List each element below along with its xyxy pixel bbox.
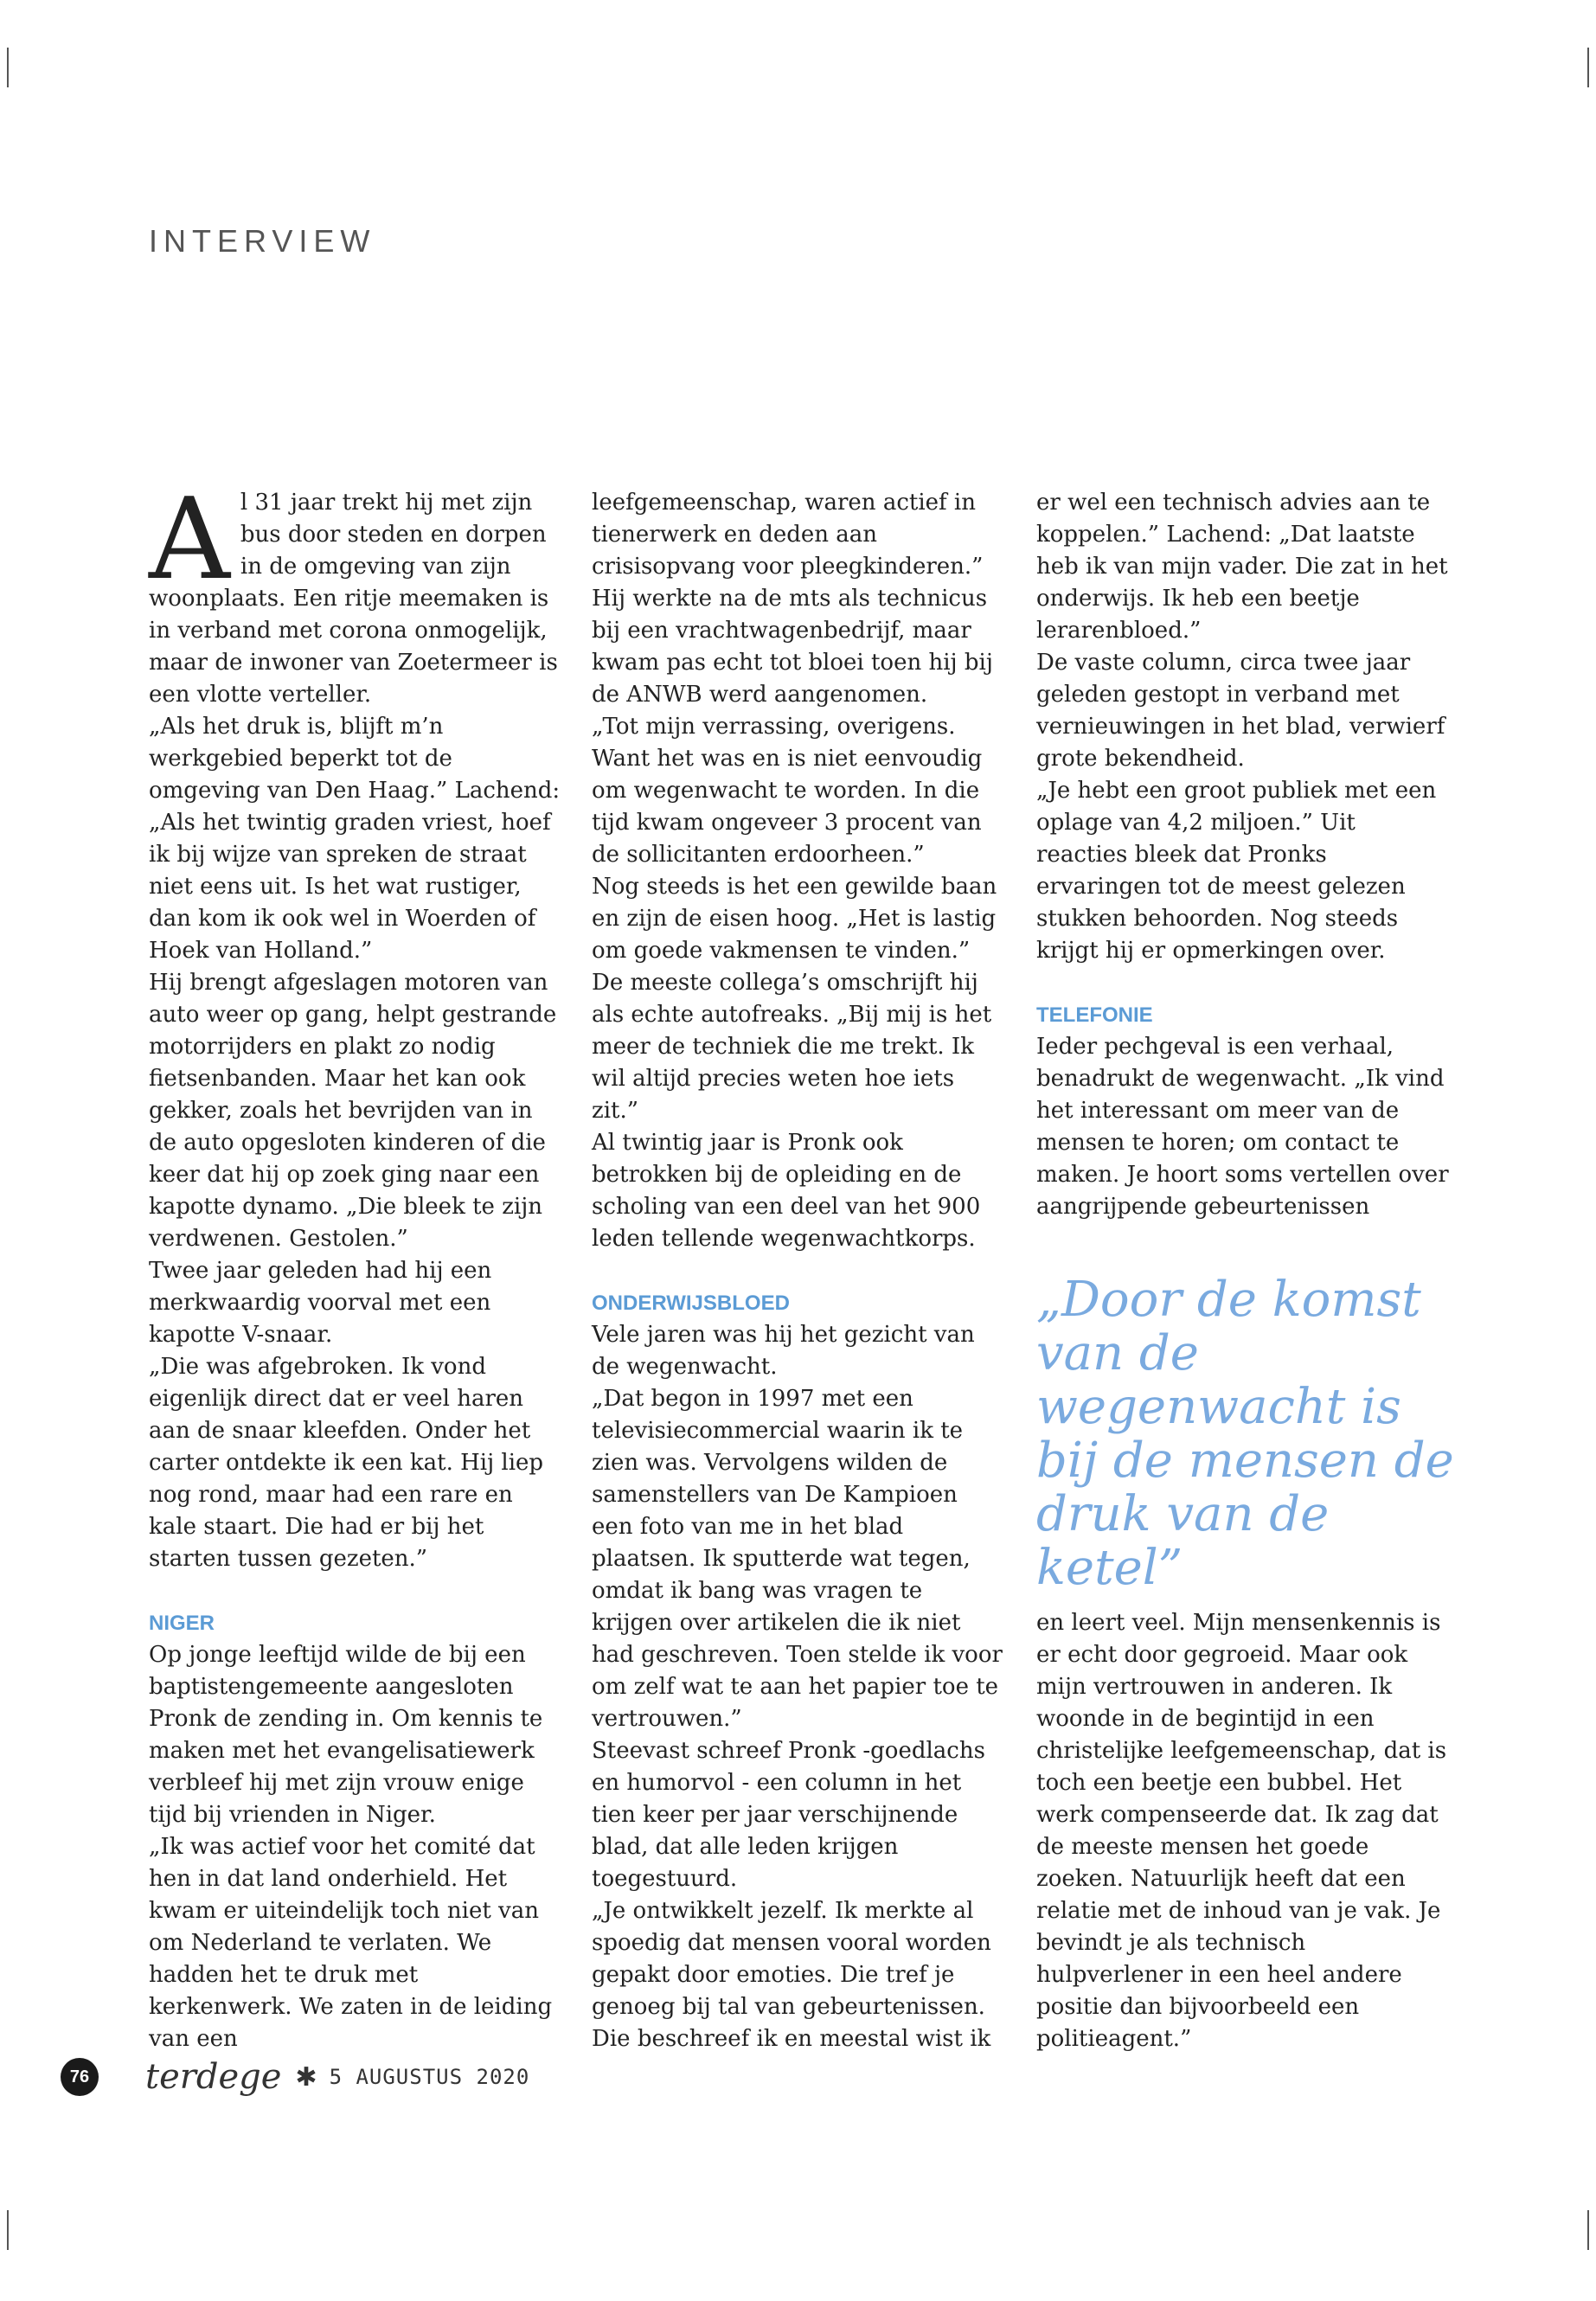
paragraph: Twee jaar geleden had hij een merkwaardig voorval met een kapotte V-snaar.: [149, 1258, 492, 1348]
magazine-logo: terdege: [145, 2057, 282, 2097]
subheading-onderwijsbloed: ONDERWIJSBLOED: [592, 1292, 790, 1315]
paragraph: leefgemeenschap, waren actief in tienerwerk en deden aan crisisopvang voor pleegkinderen.”: [592, 490, 984, 580]
paragraph: Al twintig jaar is Pronk ook betrokken bij de opleiding en de scholing van een deel van het 900 leden tellende wegenwachtkorps.: [592, 1130, 981, 1252]
asterisk-icon: ✱: [295, 2061, 317, 2093]
paragraph: „Je hebt een groot publiek met een oplage van 4,2 miljoen.” Uit reacties bleek dat Pronks ervaringen tot de meest gelezen stukken behoorden. Nog steeds krijgt hij er opmerkingen over.: [1036, 778, 1437, 964]
crop-mark-bottom-right: [1587, 2210, 1589, 2250]
paragraph: „Ik was actief voor het comité dat hen in dat land onderhield. Het kwam er uiteindelijk toch niet van om Nederland te verlaten. We hadden het te druk met kerkenwerk. We zaten in de leiding van een: [149, 1834, 553, 2052]
paragraph: „Dat begon in 1997 met een televisiecommercial waarin ik te zien was. Vervolgens wilden de samenstellers van De Kampioen een foto van me in het blad plaatsen. Ik sputterde wat tegen, omdat ik bang was vragen te krijgen over artikelen die ik niet had geschreven. Toen stelde ik voor om zelf wat te aan het papier toe te vertrouwen.”: [592, 1386, 1003, 1732]
paragraph: Steevast schreef Pronk -goedlachs en humorvol - een column in het tien keer per jaar verschijnende blad, dat alle leden krijgen toegestuurd.: [592, 1738, 985, 1892]
paragraph: Al 31 jaar trekt hij met zijn bus door steden en dorpen in de omgeving van zijn woonplaats. Een ritje meemaken is in verband met corona onmogelijk, maar de inwoner van Zoetermeer is een vlotte verteller.: [149, 473, 558, 708]
paragraph: Nog steeds is het een gewilde baan en zijn de eisen hoog. „Het is lastig om goede vakmensen te vinden.” De meeste collega’s omschrijft hij als echte autofreaks. „Bij mij is het meer de techniek die me trekt. Ik wil altijd precies weten hoe iets zit.”: [592, 874, 997, 1124]
paragraph: „Je ontwikkelt jezelf. Ik merkte al spoedig dat mensen vooral worden gepakt door emoties. Die tref je genoeg bij tal van gebeurtenissen. Die beschreef ik en meestal wist ik: [592, 1898, 991, 2052]
article-column-3-continued: [1036, 1607, 1450, 2055]
crop-mark-top-left: [7, 48, 9, 87]
page-footer: [61, 2057, 529, 2097]
paragraph: Ieder pechgeval is een verhaal, benadrukt de wegenwacht. „Ik vind het interessant om meer van de mensen te horen; om contact te maken. Je hoort soms vertellen over aangrijpende gebeurtenissen: [1036, 1034, 1449, 1220]
subheading-niger: NIGER: [149, 1612, 215, 1635]
pull-quote: „Door de komst van de wegenwacht is bij de mensen de druk van de ketel”: [1036, 1272, 1454, 1596]
paragraph: er wel een technisch advies aan te koppelen.” Lachend: „Dat laatste heb ik van mijn vader. Die zat in het onderwijs. Ik heb een beetje lerarenbloed.”: [1036, 490, 1448, 644]
paragraph: Vele jaren was hij het gezicht van de wegenwacht.: [592, 1322, 975, 1380]
paragraph: De vaste column, circa twee jaar geleden gestopt in verband met vernieuwingen in het blad, verwierf grote bekendheid.: [1036, 650, 1445, 772]
article-column-2: [592, 487, 1005, 2055]
paragraph: Op jonge leeftijd wilde de bij een baptistengemeente aangesloten Pronk de zending in. Om kennis te maken met het evangelisatiewerk verbleef hij met zijn vrouw enige tijd bij vrienden in Niger.: [149, 1642, 543, 1828]
subheading-telefonie: TELEFONIE: [1036, 1003, 1153, 1027]
crop-mark-bottom-left: [7, 2210, 9, 2250]
paragraph: Hij brengt afgeslagen motoren van auto weer op gang, helpt gestrande motorrijders en plakt zo nodig fietsenbanden. Maar het kan ook gekker, zoals het bevrijden van in de auto opgesloten kinderen of die keer dat hij op zoek ging naar een kapotte dynamo. „Die bleek te zijn verdwenen. Gestolen.”: [149, 970, 557, 1252]
section-label: INTERVIEW: [149, 223, 376, 259]
paragraph: „Tot mijn verrassing, overigens. Want het was en is niet eenvoudig om wegenwacht te worden. In die tijd kwam ongeveer 3 procent van de sollicitanten erdoorheen.”: [592, 714, 983, 868]
paragraph: „Als het druk is, blijft m’n werkgebied beperkt tot de omgeving van Den Haag.” Lachend: „Als het twintig graden vriest, hoef ik bij wijze van spreken de straat niet eens uit. Is het wat rustiger, dan kom ik ook wel in Woerden of Hoek van Holland.”: [149, 714, 561, 964]
issue-date: 5 AUGUSTUS 2020: [329, 2065, 530, 2089]
page-number-badge: 76: [61, 2058, 99, 2096]
article-column-1: [149, 473, 562, 2055]
article-column-3: [1036, 487, 1450, 1223]
paragraph: en leert veel. Mijn mensenkennis is er echt door gegroeid. Maar ook mijn vertrouwen in anderen. Ik woonde in de begintijd in een christelijke leefgemeenschap, dat is toch een beetje een bubbel. Het werk compenseerde dat. Ik zag dat de meeste mensen het goede zoeken. Natuurlijk heeft dat een relatie met de inhoud van je vak. Je bevindt je als technisch hulpverlener in een heel andere positie dan bijvoorbeeld een politieagent.”: [1036, 1610, 1447, 2052]
drop-cap: A: [149, 473, 230, 605]
crop-mark-top-right: [1587, 48, 1589, 87]
paragraph: „Die was afgebroken. Ik vond eigenlijk direct dat er veel haren aan de snaar kleefden. Onder het carter ontdekte ik een kat. Hij liep nog rond, maar had een rare en kale staart. Die had er bij het starten tussen gezeten.”: [149, 1354, 544, 1572]
paragraph: Hij werkte na de mts als technicus bij een vrachtwagenbedrijf, maar kwam pas echt tot bloei toen hij bij de ANWB werd aangenomen.: [592, 586, 993, 708]
